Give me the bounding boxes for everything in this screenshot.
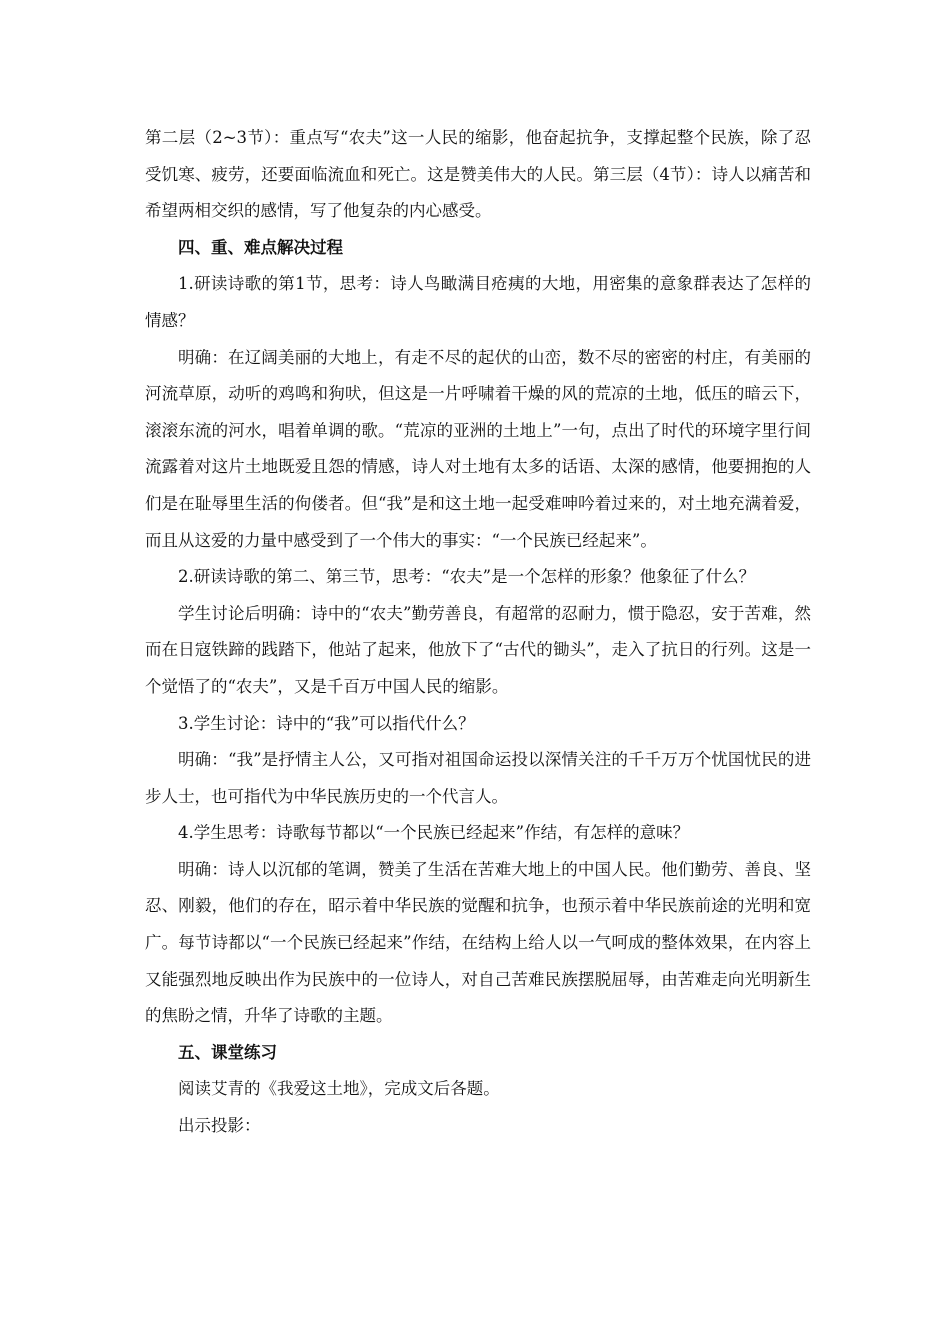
answer-2: 学生讨论后明确：诗中的“农夫”勤劳善良，有超常的忍耐力，惯于隐忍，安于苦难，然而在日寇铁蹄的践踏下，他站了起来，他放下了“古代的锄头”，走入了抗日的行列。这是一个觉悟了的“农夫”，又是千百万中国人民的缩影。 (145, 603, 811, 696)
question-2: 2.研读诗歌的第二、第三节，思考：“农夫”是一个怎样的形象？他象征了什么？ (178, 567, 756, 587)
section-heading-exercise: 五、课堂练习 (178, 1042, 277, 1062)
projection-note: 出示投影： (178, 1116, 261, 1136)
section-heading-key-points: 四、重、难点解决过程 (178, 237, 343, 257)
exercise-instruction: 阅读艾青的《我爱这土地》，完成文后各题。 (178, 1079, 500, 1099)
question-3: 3.学生讨论：诗中的“我”可以指代什么？ (178, 713, 475, 733)
paragraph-layer-summary: 第二层（2~3节）：重点写“农夫”这一人民的缩影，他奋起抗争，支撑起整个民族，除了忍受饥寒、疲劳，还要面临流血和死亡。这是赞美伟大的人民。第三层（4节）：诗人以痛苦和希望两相交织的感情，写了他复杂的内心感受。 (145, 128, 811, 221)
answer-3: 明确：“我”是抒情主人公，又可指对祖国命运投以深情关注的千千万万个忧国忧民的进步人士，也可指代为中华民族历史的一个代言人。 (145, 750, 811, 806)
answer-4: 明确：诗人以沉郁的笔调，赞美了生活在苦难大地上的中国人民。他们勤劳、善良、坚忍、刚毅，他们的存在，昭示着中华民族的觉醒和抗争，也预示着中华民族前途的光明和宽广。每节诗都以“一个民族已经起来”作结，在结构上给人以一气呵成的整体效果，在内容上又能强烈地反映出作为民族中的一位诗人，对自己苦难民族摆脱屈辱，由苦难走向光明新生的焦盼之情，升华了诗歌的主题。 (145, 859, 811, 1026)
question-1: 1.研读诗歌的第1节，思考：诗人鸟瞰满目疮痍的大地，用密集的意象群表达了怎样的情感？ (145, 274, 811, 330)
question-4: 4.学生思考：诗歌每节都以“一个民族已经起来”作结，有怎样的意味？ (178, 823, 690, 843)
document-body (145, 120, 811, 1145)
answer-1: 明确：在辽阔美丽的大地上，有走不尽的起伏的山峦，数不尽的密密的村庄，有美丽的河流草原，动听的鸡鸣和狗吠，但这是一片呼啸着干燥的风的荒凉的土地，低压的暗云下，滚滚东流的河水，唱着单调的歌。“荒凉的亚洲的土地上”一句，点出了时代的环境字里行间流露着对这片土地既爱且怨的情感，诗人对土地有太多的话语、太深的感情，他要拥抱的人们是在耻辱里生活的佝偻者。但“我”是和这土地一起受难呻吟着过来的，对土地充满着爱，而且从这爱的力量中感受到了一个伟大的事实：“一个民族已经起来”。 (145, 347, 811, 550)
